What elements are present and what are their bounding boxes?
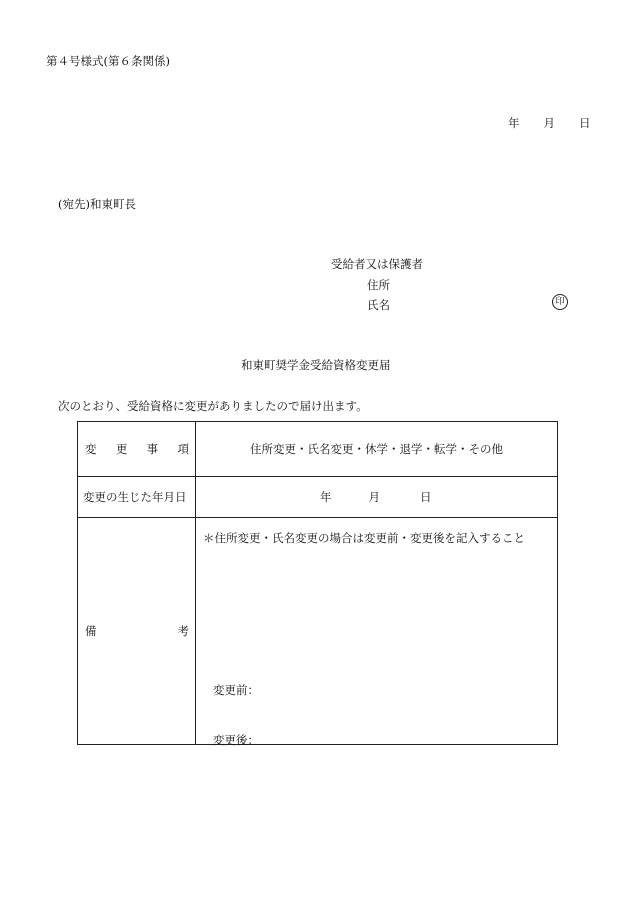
date-month-label: 月 xyxy=(543,116,555,130)
applicant-role: 受給者又は保護者 xyxy=(331,257,423,271)
form-number: 第４号様式(第６条関係) xyxy=(46,54,170,68)
table-row-remarks xyxy=(78,518,558,745)
after-change-label: 変更後： xyxy=(213,733,259,747)
change-form-table xyxy=(77,421,558,745)
remarks-label xyxy=(78,518,196,745)
label-char: 変 xyxy=(85,442,97,456)
addressee: (宛先)和東町長 xyxy=(58,197,136,211)
label-char: 考 xyxy=(177,624,189,638)
table-row-change-date xyxy=(78,477,558,518)
change-date-label xyxy=(78,477,196,518)
change-items-label xyxy=(78,422,196,477)
change-items-value[interactable]: 住所変更・氏名変更・休学・退学・転学・その他 xyxy=(196,422,558,477)
label-char: 備 xyxy=(85,624,97,638)
table-row-change-items xyxy=(78,422,558,477)
label-char: 事 xyxy=(146,442,159,456)
change-date-label-text: 変更の生じた年月日 xyxy=(83,490,187,504)
change-date-field[interactable] xyxy=(196,477,558,518)
label-char: 更 xyxy=(115,442,128,456)
address-label: 住所 xyxy=(367,278,390,292)
change-date-year: 年 xyxy=(320,490,332,504)
before-change-label: 変更前： xyxy=(213,683,259,697)
change-date-day: 日 xyxy=(420,490,432,504)
remarks-field[interactable] xyxy=(196,518,558,745)
remarks-note: ＊住所変更・氏名変更の場合は変更前・変更後を記入すること xyxy=(203,531,525,545)
seal-mark: 印 xyxy=(552,294,568,310)
document-title: 和東町奨学金受給資格変更届 xyxy=(241,358,391,372)
date-day-label: 日 xyxy=(579,116,591,130)
intro-text: 次のとおり、受給資格に変更がありましたので届け出ます。 xyxy=(58,399,368,413)
date-year-label: 年 xyxy=(508,116,520,130)
change-date-month: 月 xyxy=(368,490,380,504)
label-char: 項 xyxy=(177,442,189,456)
submission-date xyxy=(508,115,591,131)
name-label: 氏名 xyxy=(367,298,390,312)
